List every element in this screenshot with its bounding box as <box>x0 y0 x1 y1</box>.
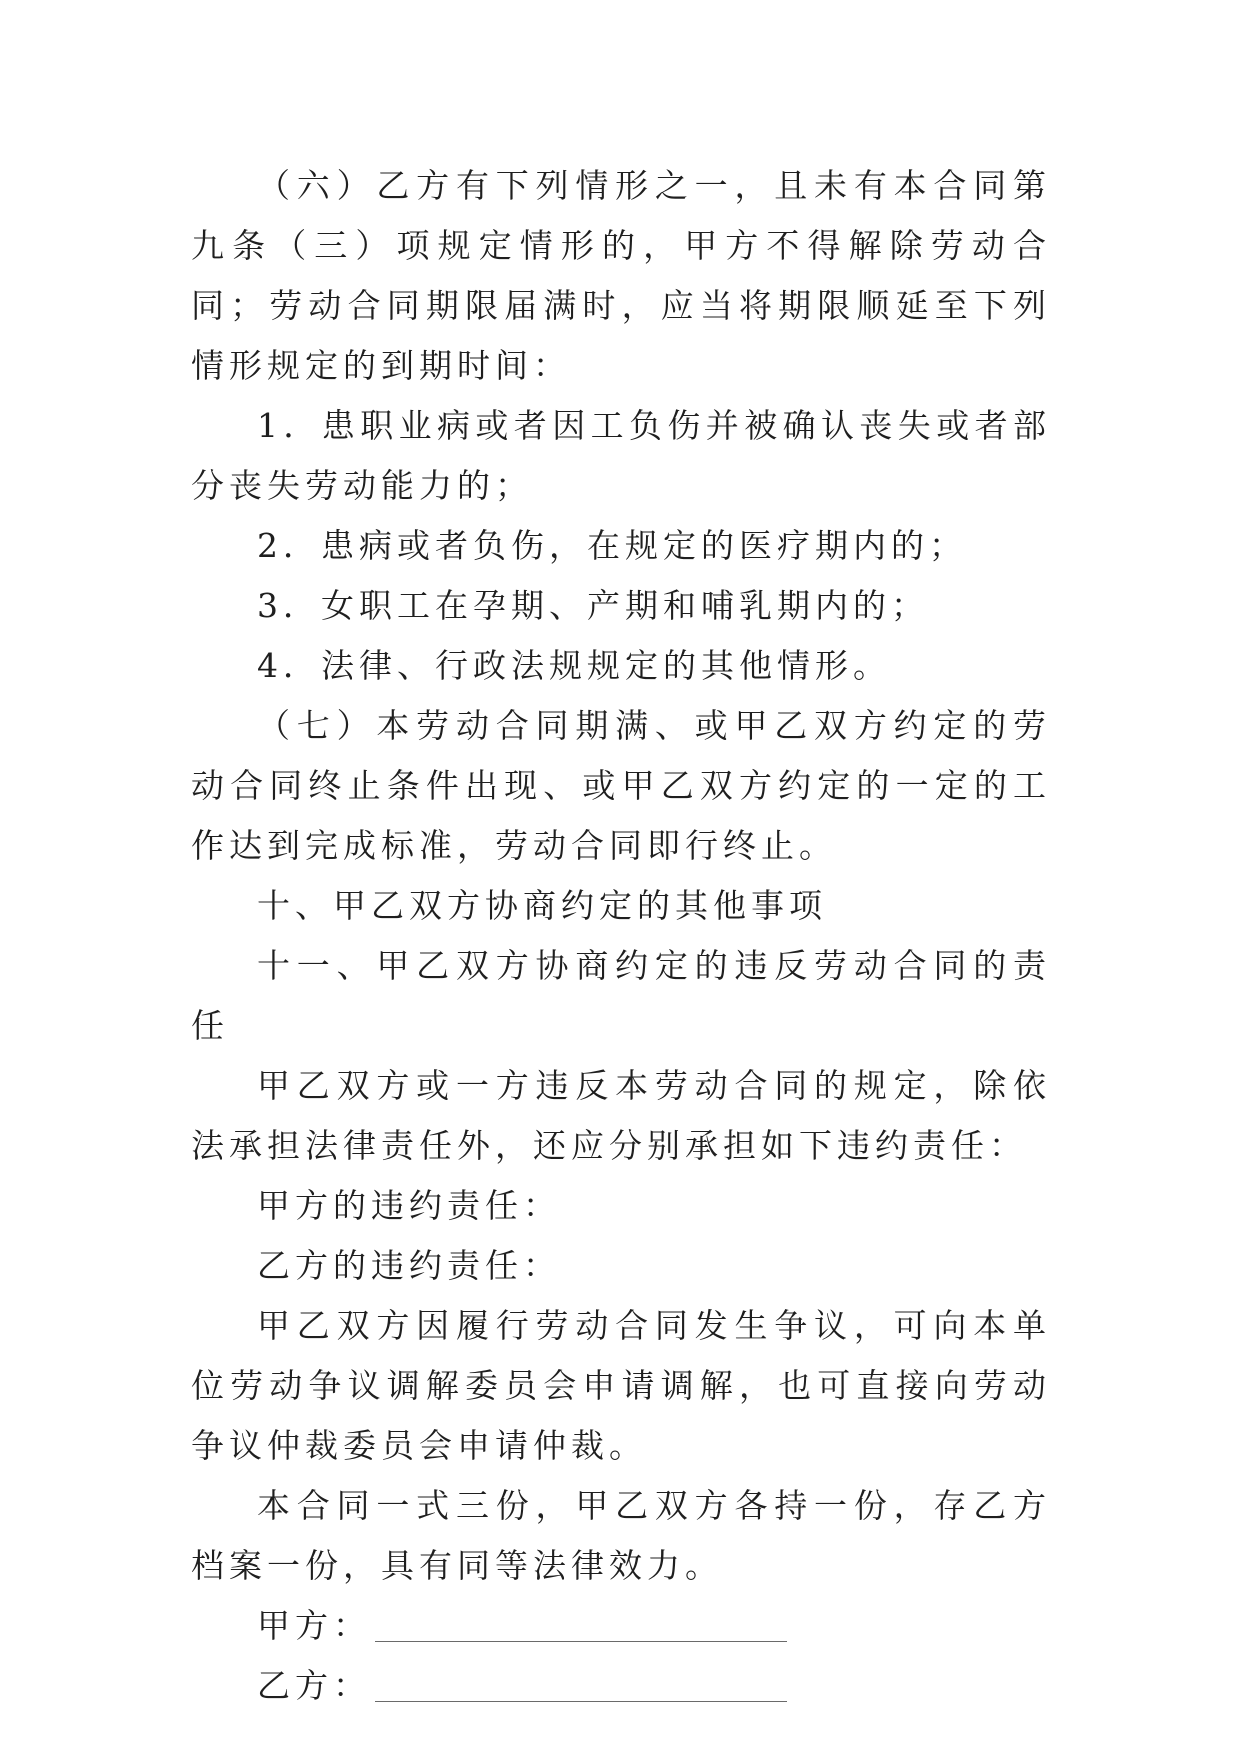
party-a-signature <box>191 1596 1051 1656</box>
list-item: 4．法律、行政法规规定的其他情形。 <box>257 646 891 685</box>
party-a-signature-blank <box>375 1637 787 1642</box>
clause-paragraph: 甲方的违约责任： <box>257 1186 561 1225</box>
section-heading: 十一、甲乙双方协商约定的违反劳动合同的责任 <box>191 946 1051 1045</box>
clause-paragraph: （六）乙方有下列情形之一，且未有本合同第九条（三）项规定情形的，甲方不得解除劳动合同；劳动合同期限届满时，应当将期限顺延至下列情形规定的到期时间： <box>191 166 1051 385</box>
document-body <box>191 156 1051 1716</box>
clause-paragraph: 乙方的违约责任： <box>257 1246 561 1285</box>
party-b-signature-blank <box>375 1697 787 1702</box>
party-b-signature <box>191 1656 1051 1716</box>
clause-paragraph: 甲乙双方因履行劳动合同发生争议，可向本单位劳动争议调解委员会申请调解，也可直接向劳动争议仲裁委员会申请仲裁。 <box>191 1306 1051 1465</box>
party-a-label: 甲方： <box>257 1606 371 1645</box>
list-item: 1．患职业病或者因工负伤并被确认丧失或者部分丧失劳动能力的； <box>191 406 1051 505</box>
clause-paragraph: 甲乙双方或一方违反本劳动合同的规定，除依法承担法律责任外，还应分别承担如下违约责任： <box>191 1066 1051 1165</box>
section-heading: 十、甲乙双方协商约定的其他事项 <box>257 886 827 925</box>
party-b-label: 乙方： <box>257 1666 371 1705</box>
clause-paragraph: 本合同一式三份，甲乙双方各持一份，存乙方档案一份，具有同等法律效力。 <box>191 1486 1051 1585</box>
list-item: 3．女职工在孕期、产期和哺乳期内的； <box>257 586 929 625</box>
list-item: 2．患病或者负伤，在规定的医疗期内的； <box>257 526 967 565</box>
clause-paragraph: （七）本劳动合同期满、或甲乙双方约定的劳动合同终止条件出现、或甲乙双方约定的一定的工作达到完成标准，劳动合同即行终止。 <box>191 706 1051 865</box>
